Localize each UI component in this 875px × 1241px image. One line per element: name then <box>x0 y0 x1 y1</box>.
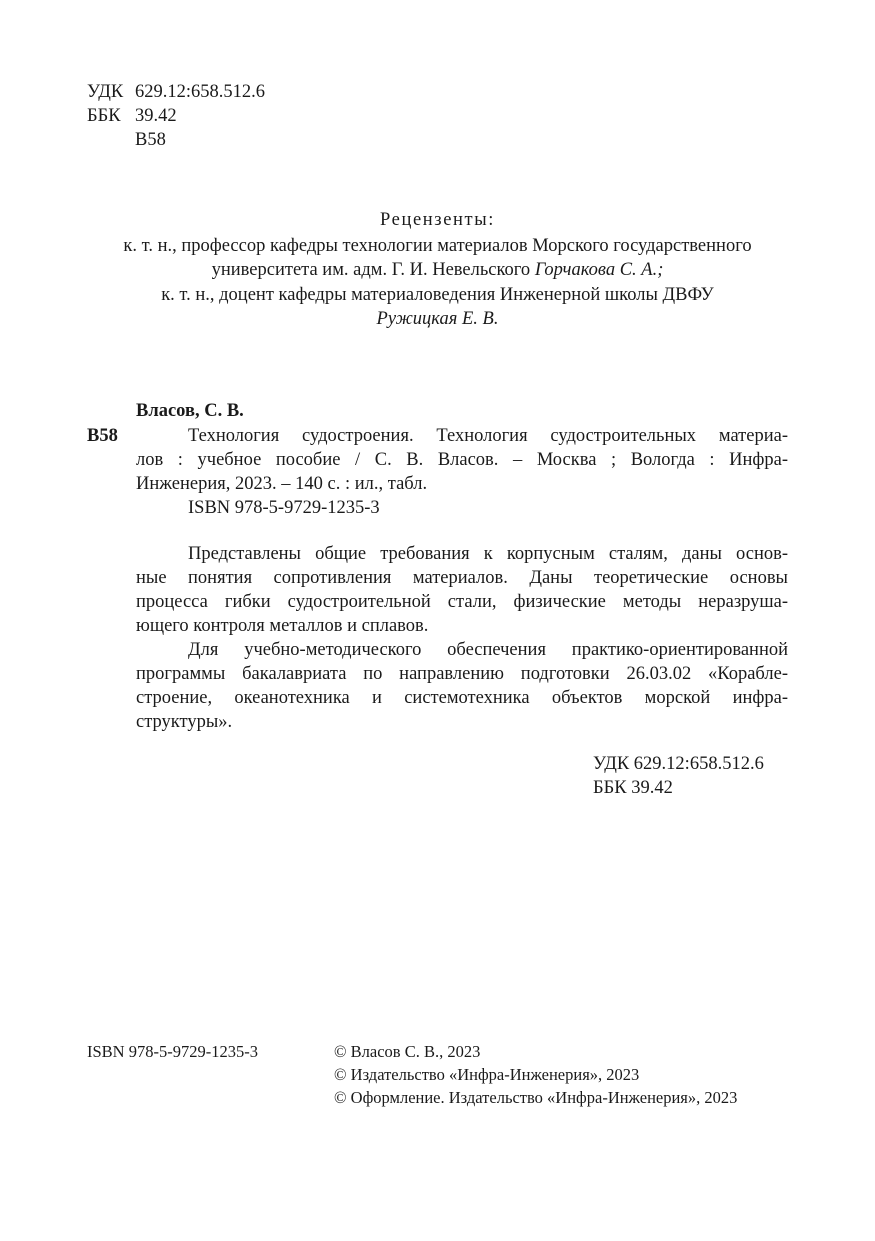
footer-isbn: ISBN 978-5-9729-1235-3 <box>87 1042 258 1061</box>
bbk-row <box>87 104 265 128</box>
reviewer-2-line: к. т. н., доцент кафедры материаловедения Инженерной школы ДВФУ <box>161 285 714 305</box>
abstract-p1-line-1: Представлены общие требования к корпусным сталям, даны основ- <box>188 544 788 564</box>
author-sign-row <box>87 128 265 152</box>
reviewer-2-name: Ружицкая Е. В. <box>376 309 499 329</box>
abstract-p2-line-2: программы бакалавриата по направлению подготовки 26.03.02 «Корабле- <box>136 664 788 684</box>
copyright-author: © Власов С. В., 2023 <box>334 1042 481 1061</box>
udk-row <box>87 80 265 104</box>
author-sign: В58 <box>135 130 166 150</box>
repeat-udk: УДК 629.12:658.512.6 <box>593 754 764 774</box>
copyright-publisher: © Издательство «Инфра-Инженерия», 2023 <box>334 1065 640 1084</box>
udk-value: 629.12:658.512.6 <box>135 82 266 102</box>
reviewer-1-line-2 <box>0 258 875 282</box>
classification-codes <box>87 80 265 152</box>
bib-line-1: Технология судостроения. Технология судостроительных материа- <box>188 426 788 446</box>
reviewer-1-line: к. т. н., профессор кафедры технологии материалов Морского государственного <box>123 236 752 256</box>
bib-author: Власов, С. В. <box>136 401 244 421</box>
copyright-design: © Оформление. Издательство «Инфра-Инженерия», 2023 <box>334 1088 738 1107</box>
repeat-bbk: ББК 39.42 <box>593 778 673 798</box>
udk-label: УДК <box>87 82 124 102</box>
reviewers-heading: Рецензенты: <box>380 210 495 230</box>
reviewer-1-name: Горчакова С. А.; <box>534 260 664 280</box>
bib-line-3: Инженерия, 2023. – 140 с. : ил., табл. <box>136 474 428 494</box>
abstract-p1-line-4: ющего контроля металлов и сплавов. <box>136 616 429 636</box>
bib-line-2: лов : учебное пособие / С. В. Власов. – Москва ; Вологда : Инфра- <box>136 450 788 470</box>
abstract-p1-line-2: ные понятия сопротивления материалов. Даны теоретические основы <box>136 568 788 588</box>
bib-isbn: ISBN 978-5-9729-1235-3 <box>188 498 380 518</box>
abstract-p1-line-3: процесса гибки судостроительной стали, физические методы неразруша- <box>136 592 788 612</box>
abstract-p2-line-1: Для учебно-методического обеспечения практико-ориентированной <box>188 640 788 660</box>
abstract-p2-line-3: строение, океанотехника и системотехника объектов морской инфра- <box>136 688 788 708</box>
reviewer-1-affiliation: университета им. адм. Г. И. Невельского <box>211 260 535 280</box>
abstract-p2-line-4: структуры». <box>136 712 233 732</box>
bbk-label: ББК <box>87 106 121 126</box>
bib-sign: В58 <box>87 426 118 446</box>
bbk-value: 39.42 <box>135 106 177 126</box>
